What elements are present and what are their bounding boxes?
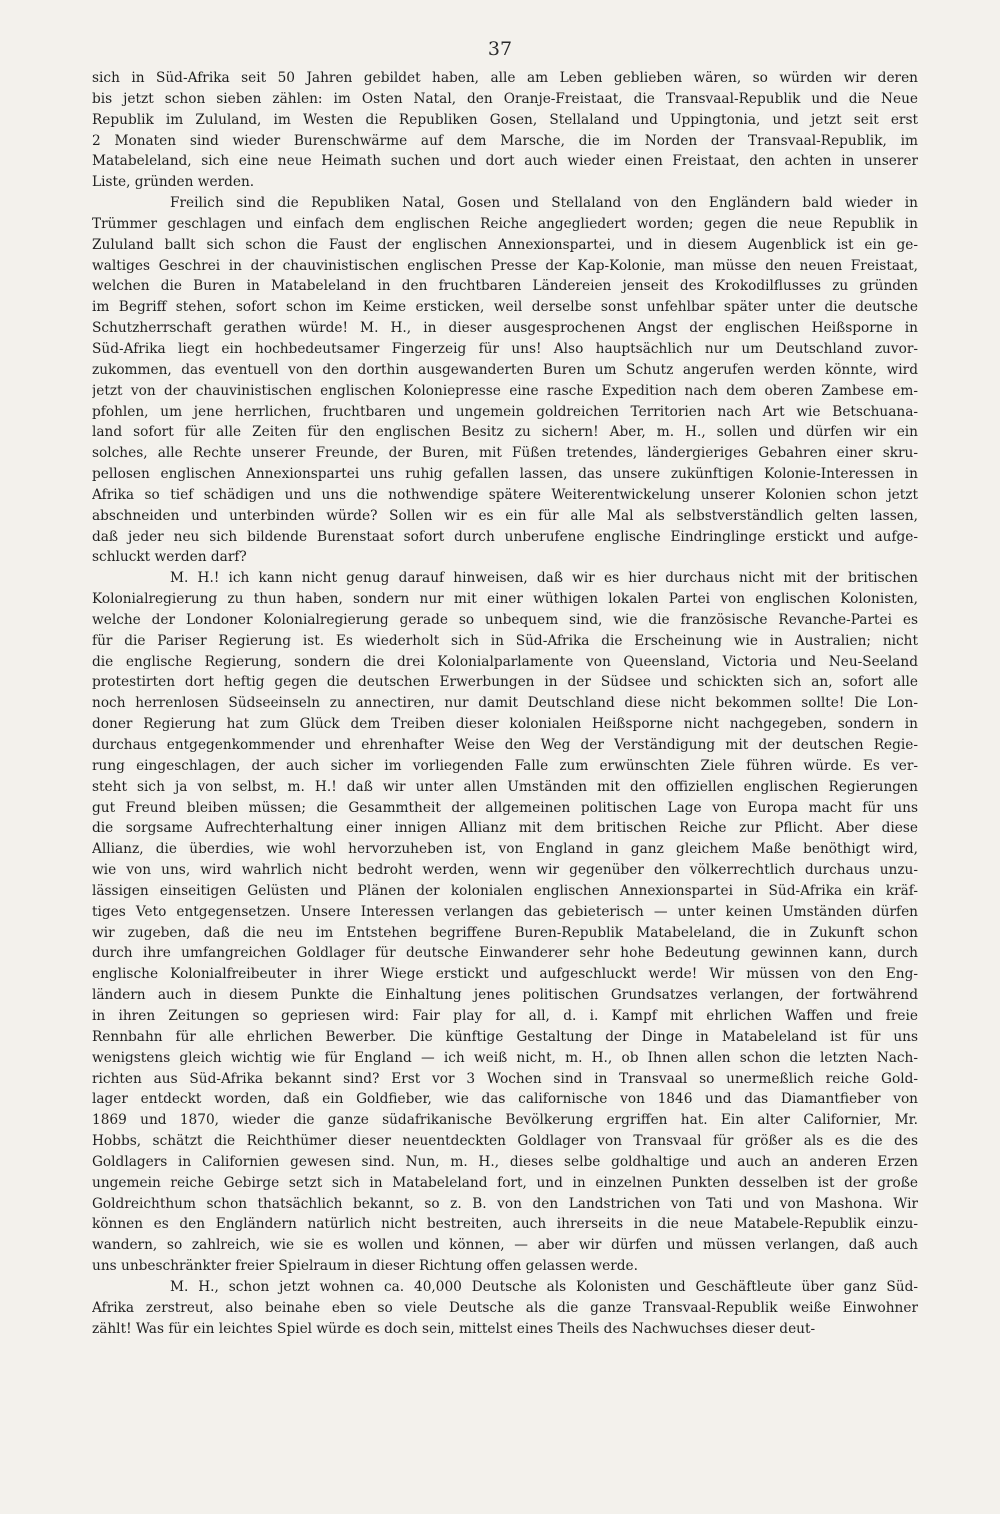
text-line: Trümmer geschlagen und einfach dem englischen Reiche angegliedert worden; gegen die neue Republik in [92, 215, 918, 232]
text-line: doner Regierung hat zum Glück dem Treiben dieser kolonialen Heißsporne nicht nachgegeben, sondern in [92, 716, 918, 733]
text-line: ungemein reiche Gebirge setzt sich in Matabeleland fort, und in einzelnen Punkten desselben ist der große [92, 1174, 918, 1191]
text-line: rung eingeschlagen, der auch sicher im vorliegenden Falle zum erwünschten Ziele führen würde. Es ver- [92, 757, 918, 774]
text-line: steht sich ja von selbst, m. H.! daß wir unter allen Umständen mit den offiziellen englischen Regierungen [92, 778, 918, 795]
text-line: gut Freund bleiben müssen; die Gesammtheit der allgemeinen politischen Lage von Europa macht für uns [92, 799, 918, 816]
text-line: uns unbeschränkter freier Spielraum in dieser Richtung offen gelassen werde. [92, 1258, 638, 1275]
text-line: Matabeleland, sich eine neue Heimath suchen und dort auch wieder einen Freistaat, den achten in unserer [92, 153, 918, 170]
paragraph [92, 68, 918, 193]
text-line: noch herrenlosen Südseeinseln zu annectiren, nur damit Deutschland diese nicht bekommen sollte! Die Lon- [92, 695, 918, 712]
text-line: Zululand ballt sich schon die Faust der englischen Annexionspartei, und in diesem Augenblick ist ein ge- [92, 236, 918, 253]
paragraph [92, 568, 918, 1277]
text-line: daß jeder neu sich bildende Burenstaat sofort durch unberufene englische Eindringlinge erstickt und aufge- [92, 528, 918, 545]
text-line: englische Kolonialfreibeuter in ihrer Wiege erstickt und aufgeschluckt werde! Wir müssen von den Eng- [92, 966, 918, 983]
text-line: die sorgsame Aufrechterhaltung einer innigen Allianz mit dem britischen Reiche zur Pflicht. Aber diese [92, 820, 918, 837]
text-line: schluckt werden darf? [92, 549, 247, 566]
text-line: lager entdeckt worden, daß ein Goldfieber, wie das californische von 1846 und das Diamantfieber von [92, 1091, 918, 1108]
text-line: 1869 und 1870, wieder die ganze südafrikanische Bevölkerung ergriffen hat. Ein alter Californier, Mr. [92, 1112, 918, 1129]
text-line: Süd-Afrika liegt ein hochbedeutsamer Fingerzeig für uns! Also hauptsächlich nur um Deutschland zuvor- [92, 340, 918, 357]
text-line: Goldlagers in Californien gewesen sind. Nun, m. H., dieses selbe goldhaltige und auch an anderen Erzen [92, 1153, 918, 1170]
text-line: 2 Monaten sind wieder Burenschwärme auf dem Marsche, die im Norden der Transvaal-Republik, im [92, 132, 918, 149]
paragraph [92, 193, 918, 568]
body-text [92, 68, 918, 1339]
text-line: können es den Engländern natürlich nicht bestreiten, auch ihrerseits in die neue Matabele-Republik einzu- [92, 1216, 918, 1233]
text-line: im Begriff stehen, sofort schon im Keime ersticken, weil derselbe sonst unfehlbar später unter die deutsche [92, 299, 918, 316]
text-line: M. H., schon jetzt wohnen ca. 40,000 Deutsche als Kolonisten und Geschäftleute über ganz Süd- [170, 1278, 918, 1295]
text-line: wandern, so zahlreich, wie sie es wollen und können, — aber wir dürfen und müssen verlangen, daß auch [92, 1237, 918, 1254]
text-line: welchen die Buren in Matabeleland in den fruchtbaren Ländereien jenseit des Krokodilflusses zu gründen [92, 278, 918, 295]
text-line: wir zugeben, daß die neu im Entstehen begriffene Buren-Republik Matabeleland, die in Zukunft schon [92, 924, 918, 941]
text-line: solches, alle Rechte unserer Freunde, der Buren, mit Füßen tretendes, ländergieriges Gebahren einer skru- [92, 445, 918, 462]
text-line: ländern auch in diesem Punkte die Einhaltung jenes politischen Grundsatzes verlangen, der fortwährend [92, 987, 918, 1004]
text-line: pellosen englischen Annexionspartei uns ruhig gefallen lassen, das unsere zukünftigen Kolonie-Interessen in [92, 466, 918, 483]
text-line: durch ihre umfangreichen Goldlager für deutsche Einwanderer sehr hohe Bedeutung gewinnen kann, durch [92, 945, 918, 962]
text-line: bis jetzt schon sieben zählen: im Osten Natal, den Oranje-Freistaat, die Transvaal-Republik und die Neue [92, 90, 918, 107]
text-line: Rennbahn für alle ehrlichen Bewerber. Die künftige Gestaltung der Dinge in Matabeleland ist für uns [92, 1028, 918, 1045]
text-line: wenigstens gleich wichtig wie für England — ich weiß nicht, m. H., ob Ihnen allen schon die letzten Nach- [92, 1049, 918, 1066]
text-line: Kolonialregierung zu thun haben, sondern nur mit einer wüthigen lokalen Partei von englischen Kolonisten, [92, 591, 918, 608]
text-line: richten aus Süd-Afrika bekannt sind? Erst vor 3 Wochen sind in Transvaal so unermeßlich reiche Gold- [92, 1070, 918, 1087]
page-number: 37 [487, 38, 513, 60]
text-line: lässigen einseitigen Gelüsten und Plänen der kolonialen englischen Annexionspartei in Süd-Afrika ein kräf- [92, 882, 918, 899]
text-line: abschneiden und unterbinden würde? Sollen wir es ein für alle Mal als selbstverständlich gelten lassen, [92, 507, 918, 524]
text-line: sich in Süd-Afrika seit 50 Jahren gebildet haben, alle am Leben geblieben wären, so würden wir deren [92, 70, 918, 86]
text-line: welche der Londoner Kolonialregierung gerade so unbequem sind, wie die französische Revanche-Partei es [92, 611, 918, 628]
text-line: die englische Regierung, sondern die drei Kolonialparlamente von Queensland, Victoria und Neu-Seeland [92, 653, 918, 670]
text-line: jetzt von der chauvinistischen englischen Koloniepresse eine rasche Expedition nach dem oberen Zambese em- [92, 382, 918, 399]
text-line: Hobbs, schätzt die Reichthümer dieser neuentdeckten Goldlager von Transvaal für größer als es die des [92, 1133, 918, 1150]
text-line: durchaus entgegenkommender und ehrenhafter Weise den Weg der Verständigung mit der deutschen Regie- [92, 737, 918, 753]
text-line: protestirten dort heftig gegen die deutschen Erwerbungen in der Südsee und schickten sich an, sofort alle [92, 674, 918, 691]
text-line: Allianz, die überdies, wie wohl hervorzuheben ist, von England in ganz gleichem Maße benöthigt wird, [92, 841, 918, 858]
text-line: Republik im Zululand, im Westen die Republiken Gosen, Stellaland und Uppingtonia, und jetzt seit erst [92, 111, 918, 128]
text-line: tiges Veto entgegensetzen. Unsere Interessen verlangen das gebieterisch — unter keinen Umständen dürfen [92, 903, 918, 920]
text-line: pfohlen, um jene herrlichen, fruchtbaren und ungemein goldreichen Territorien nach Art wie Betschuana- [92, 403, 918, 420]
paragraph [92, 1277, 918, 1340]
text-line: Afrika so tief schädigen und uns die nothwendige spätere Weiterentwickelung unserer Kolonien schon jetzt [92, 486, 918, 503]
text-line: Schutzherrschaft gerathen würde! M. H., in dieser ausgesprochenen Angst der englischen Heißsporne in [92, 320, 918, 337]
text-line: Freilich sind die Republiken Natal, Gosen und Stellaland von den Engländern bald wieder in [170, 195, 918, 212]
text-line: land sofort für alle Zeiten für den englischen Besitz zu sichern! Aber, m. H., sollen und dürfen wir ein [92, 424, 918, 441]
text-line: zählt! Was für ein leichtes Spiel würde es doch sein, mittelst eines Theils des Nachwuchses dieser deut- [92, 1320, 816, 1337]
text-line: M. H.! ich kann nicht genug darauf hinweisen, daß wir es hier durchaus nicht mit der britischen [170, 570, 918, 587]
text-line: wie von uns, wird wahrlich nicht bedroht werden, wenn wir gegenüber den völkerrechtlich durchaus unzu- [92, 862, 918, 879]
text-line: in ihren Zeitungen so gepriesen wird: Fair play for all, d. i. Kampf mit ehrlichen Waffen und freie [92, 1007, 918, 1024]
text-line: Afrika zerstreut, also beinahe eben so viele Deutsche als die ganze Transvaal-Republik weiße Einwohner [92, 1299, 918, 1316]
text-line: Liste, gründen werden. [92, 174, 255, 191]
text-line: waltiges Geschrei in der chauvinistischen englischen Presse der Kap-Kolonie, man müsse den neuen Freistaat, [92, 257, 918, 274]
text-line: zukommen, das eventuell von den dorthin ausgewanderten Buren um Schutz angerufen werden könnte, wird [92, 361, 918, 378]
text-line: Goldreichthum schon thatsächlich bekannt, so z. B. von den Landstrichen von Tati und von Mashona. Wir [92, 1195, 918, 1212]
text-line: für die Pariser Regierung ist. Es wiederholt sich in Süd-Afrika die Erscheinung wie in Australien; nicht [92, 632, 918, 649]
